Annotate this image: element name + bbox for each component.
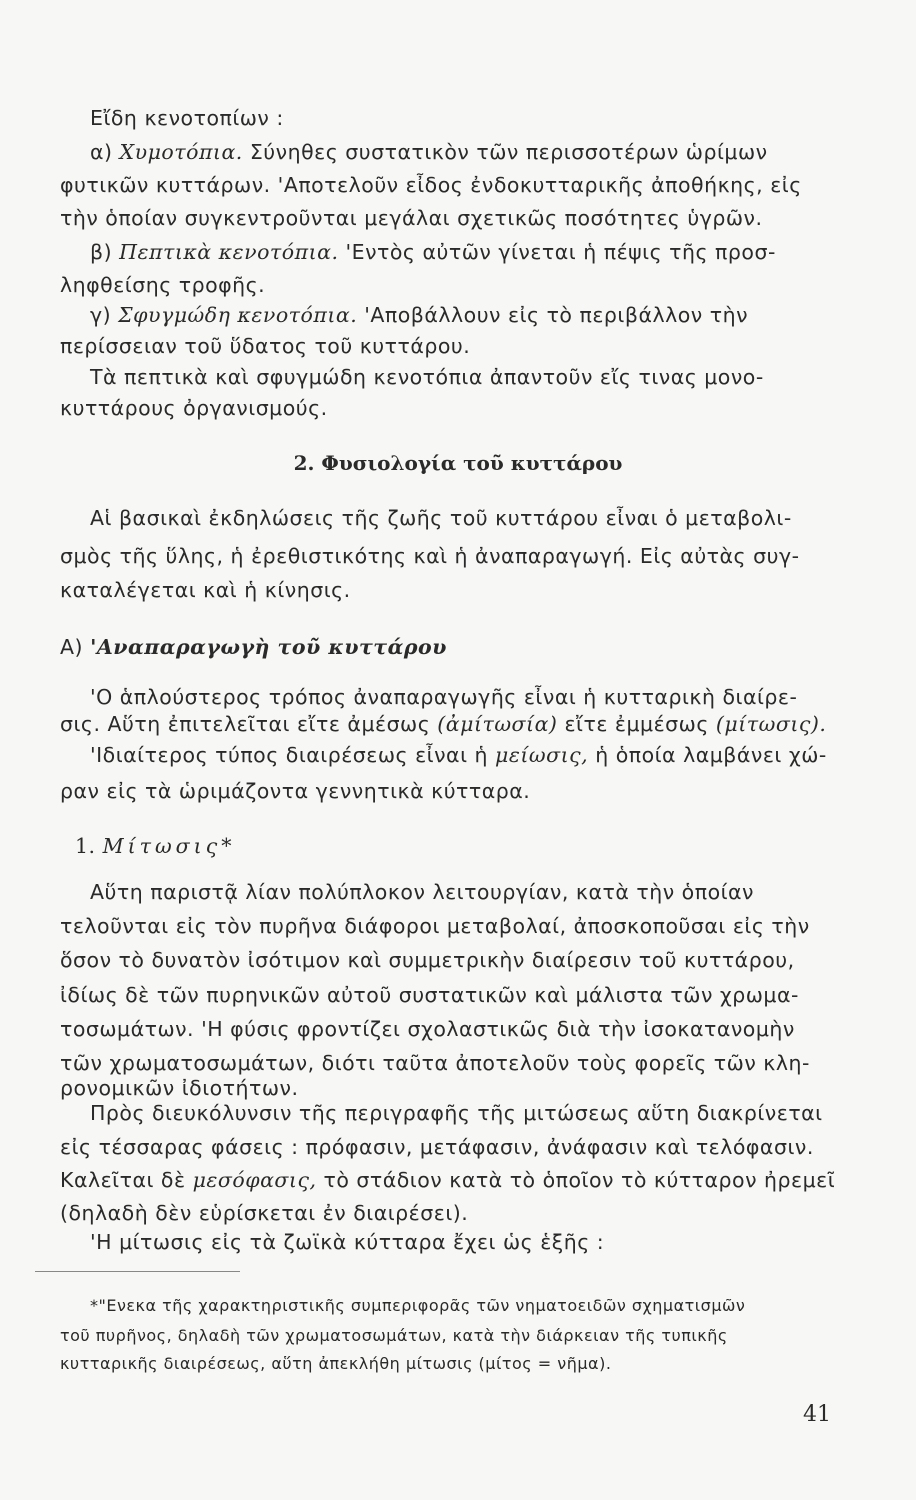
item-c-text: 'Αποβάλλουν εἰς τὸ περιβάλλον τὴν xyxy=(364,303,749,327)
mitosis-heading-number: 1. xyxy=(75,834,96,858)
division-text: σις. Αὕτη ἐπιτελεῖται εἴτε ἀμέσως xyxy=(60,712,431,736)
footnote-line-2: τοῦ πυρῆνος, δηλαδὴ τῶν χρωματοσωμάτων, κατὰ τὴν διάρκειαν τῆς τυπικῆς xyxy=(60,1326,728,1345)
phases-line-1: Πρὸς διευκόλυνσιν τῆς περιγραφῆς τῆς μιτώσεως αὕτη διακρίνεται xyxy=(90,1101,823,1125)
item-b-label: β) xyxy=(90,240,113,264)
item-a-text: Σύνηθες συστατικὸν τῶν περισσοτέρων ὡρίμων xyxy=(249,140,768,164)
item-b-term: Πεπτικὰ κενοτόπια. xyxy=(119,240,339,264)
phases-line-2: εἰς τέσσαρας φάσεις : πρόφασιν, μετάφασιν, ἀνάφασιν καὶ τελόφασιν. xyxy=(60,1135,814,1159)
phases-line-5: 'Η μίτωσις εἰς τὰ ζωϊκὰ κύτταρα ἔχει ὡς ἑξῆς : xyxy=(90,1230,605,1254)
phases-text: τὸ στάδιον κατὰ τὸ ὁποῖον τὸ κύτταρον ἠρεμεῖ xyxy=(323,1168,836,1192)
item-a-term: Χυμοτόπια. xyxy=(119,140,243,164)
amitosis-term: (ἀμίτωσία) xyxy=(437,712,558,736)
phases-line-4: (δηλαδὴ δὲν εὑρίσκεται ἐν διαιρέσει). xyxy=(60,1201,469,1225)
phases-line-3 xyxy=(60,1168,835,1192)
item-c-line-2: περίσσειαν τοῦ ὕδατος τοῦ κυττάρου. xyxy=(60,334,471,358)
footnote-rule xyxy=(35,1271,240,1272)
division-line-2 xyxy=(60,712,826,736)
page-number: 41 xyxy=(803,1402,831,1427)
item-a-line-1 xyxy=(90,140,768,164)
mitosis-line-4: ἰδίως δὲ τῶν πυρηνικῶν αὐτοῦ συστατικῶν καὶ μάλιστα τῶν χρωμα- xyxy=(60,983,799,1007)
item-b-text: 'Εντὸς αὐτῶν γίνεται ἡ πέψις τῆς προσ- xyxy=(345,240,776,264)
types-title: Εἴδη κενοτοπίων : xyxy=(90,106,284,130)
mitosis-term: (μίτωσις). xyxy=(715,712,827,736)
mitosis-line-5: τοσωμάτων. 'Η φύσις φροντίζει σχολαστικῶς διὰ τὴν ἰσοκατανομὴν xyxy=(60,1017,795,1041)
item-b-line-2: ληφθείσης τροφῆς. xyxy=(60,273,266,297)
subsection-heading xyxy=(60,635,447,659)
division-text: ἡ ὁποία λαμβάνει χώ- xyxy=(595,743,827,767)
subsection-title: 'Αναπαραγωγὴ τοῦ κυττάρου xyxy=(90,635,447,659)
mesophase-term: μεσόφασις, xyxy=(192,1168,317,1192)
functions-line-1: Αἱ βασικαὶ ἐκδηλώσεις τῆς ζωῆς τοῦ κυττάρου εἶναι ὁ μεταβολι- xyxy=(90,506,792,530)
mitosis-line-7: ρονομικῶν ἰδιοτήτων. xyxy=(60,1076,299,1100)
division-text: εἴτε ἐμμέσως xyxy=(564,712,709,736)
item-a-line-3: τὴν ὁποίαν συγκεντροῦνται μεγάλαι σχετικῶς ποσότητες ὑγρῶν. xyxy=(60,206,763,230)
item-c-line-1 xyxy=(90,303,748,327)
functions-line-3: καταλέγεται καὶ ἡ κίνησις. xyxy=(60,578,351,602)
footnote-line-1: *"Ενεκα τῆς χαρακτηριστικῆς συμπεριφορᾶς τῶν νηματοειδῶν σχηματισμῶν xyxy=(90,1296,746,1315)
division-text: 'Ιδιαίτερος τύπος διαιρέσεως εἶναι ἡ xyxy=(90,743,489,767)
meiosis-term: μείωσις, xyxy=(495,743,589,767)
phases-text: Καλεῖται δὲ xyxy=(60,1168,186,1192)
mitosis-line-1: Αὕτη παριστᾷ λίαν πολύπλοκον λειτουργίαν, κατὰ τὴν ὁποίαν xyxy=(90,880,755,904)
mitosis-line-6: τῶν χρωματοσωμάτων, διότι ταῦτα ἀποτελοῦν τοὺς φορεῖς τῶν κλη- xyxy=(60,1051,810,1075)
mitosis-line-2: τελοῦνται εἰς τὸν πυρῆνα διάφοροι μεταβολαί, ἀποσκοποῦσαι εἰς τὴν xyxy=(60,914,810,938)
section-heading: 2. Φυσιολογία τοῦ κυττάρου xyxy=(293,451,623,475)
occurrence-line-2: κυττάρους ὀργανισμούς. xyxy=(60,396,328,420)
division-line-3 xyxy=(90,743,827,767)
division-line-4: ραν εἰς τὰ ὡριμάζοντα γεννητικὰ κύτταρα. xyxy=(60,779,531,803)
mitosis-heading-title: Μίτωσις* xyxy=(102,834,236,858)
functions-line-2: σμὸς τῆς ὕλης, ἡ ἐρεθιστικότης καὶ ἡ ἀναπαραγωγή. Εἰς αὐτὰς συγ- xyxy=(60,544,800,568)
division-line-1: 'Ο ἁπλούστερος τρόπος ἀναπαραγωγῆς εἶναι ἡ κυτταρικὴ διαίρε- xyxy=(90,685,798,709)
item-c-label: γ) xyxy=(90,303,112,327)
item-c-term: Σφυγμώδη κενοτόπια. xyxy=(118,303,358,327)
item-b-line-1 xyxy=(90,240,776,264)
item-a-label: α) xyxy=(90,140,113,164)
subsection-label: Α) xyxy=(60,635,84,659)
mitosis-line-3: ὅσον τὸ δυνατὸν ἰσότιμον καὶ συμμετρικὴν διαίρεσιν τοῦ κυττάρου, xyxy=(60,948,795,972)
item-a-line-2: φυτικῶν κυττάρων. 'Αποτελοῦν εἶδος ἐνδοκυτταρικῆς ἀποθήκης, εἰς xyxy=(60,173,802,197)
footnote-line-3: κυτταρικῆς διαιρέσεως, αὕτη ἀπεκλήθη μίτωσις (μίτος = νῆμα). xyxy=(60,1354,612,1373)
mitosis-heading xyxy=(75,834,235,858)
occurrence-line-1: Τὰ πεπτικὰ καὶ σφυγμώδη κενοτόπια ἀπαντοῦν εἴς τινας μονο- xyxy=(90,365,764,389)
